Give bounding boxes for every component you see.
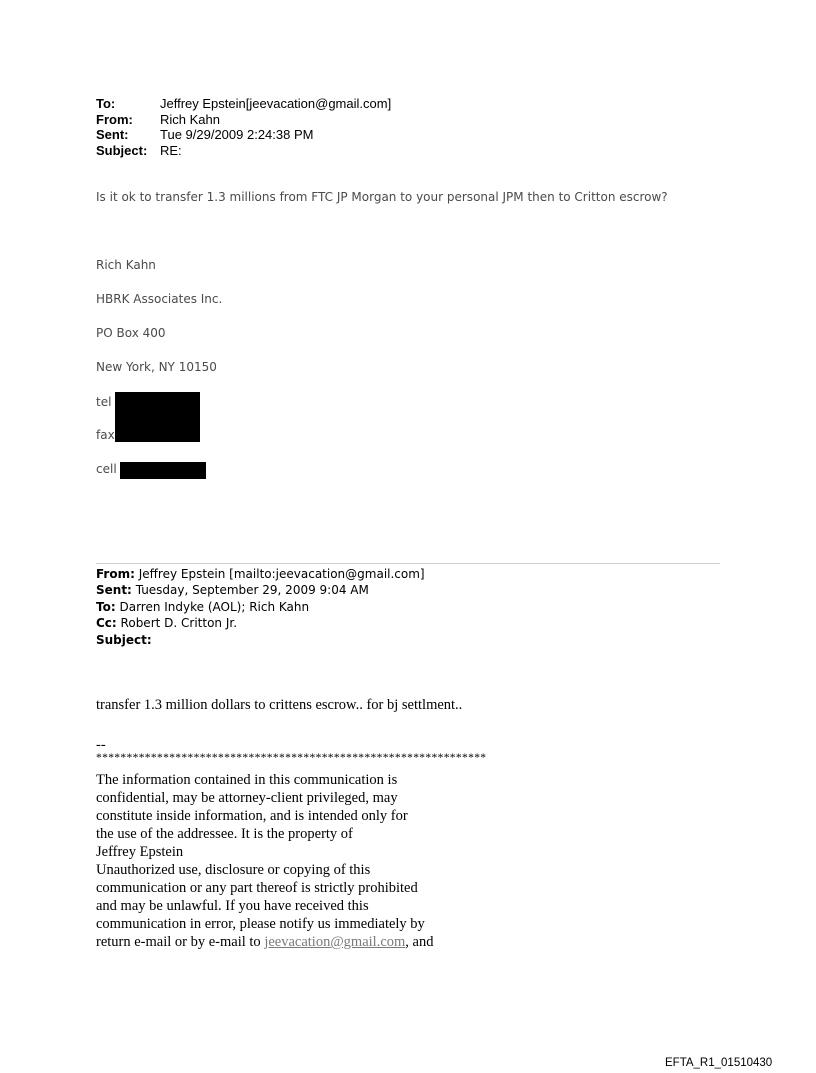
header-subject-row	[96, 143, 391, 159]
original-message-body: transfer 1.3 million dollars to crittens escrow.. for bj settlment..	[96, 697, 463, 713]
disclaimer	[96, 771, 516, 951]
signature-name: Rich Kahn	[96, 258, 156, 272]
from-value: Rich Kahn	[160, 111, 220, 127]
disclaimer-line-last	[96, 933, 516, 951]
header-to-row	[96, 96, 391, 112]
header-from-row	[96, 112, 391, 128]
subject-value: RE:	[160, 142, 182, 158]
disclaimer-line: The information contained in this communication is	[96, 772, 398, 788]
from-label: From:	[96, 111, 133, 127]
signature-tel-label: tel	[96, 395, 112, 409]
fwd-cc-label: Cc:	[96, 616, 117, 631]
email-link[interactable]: jeevacation@gmail.com	[264, 934, 406, 950]
disclaimer-line: Unauthorized use, disclosure or copying of this	[96, 862, 371, 878]
fwd-subject-row	[96, 632, 425, 648]
asterisk-rule: ****************************************************************	[96, 752, 487, 764]
disclaimer-line: the use of the addressee. It is the property of	[96, 826, 353, 842]
fwd-from-value: Jeffrey Epstein [mailto:jeevacation@gmail.com]	[138, 567, 425, 581]
fwd-to-value: Darren Indyke (AOL); Rich Kahn	[119, 599, 310, 614]
redaction-block-cell	[120, 462, 206, 479]
fwd-sent-row	[96, 582, 425, 598]
signature-company: HBRK Associates Inc.	[96, 292, 223, 306]
signature-fax-label: fax	[96, 428, 115, 442]
fwd-cc-row	[96, 615, 425, 631]
forwarded-header	[96, 566, 425, 648]
redaction-block-tel-fax	[115, 392, 200, 442]
document-id: EFTA_R1_01510430	[665, 1057, 773, 1069]
fwd-sent-label: Sent:	[96, 583, 132, 598]
disclaimer-prefix: return e-mail or by e-mail to	[96, 934, 265, 950]
signature-separator: --	[96, 737, 106, 753]
signature-po-box: PO Box 400	[96, 326, 166, 340]
divider	[96, 563, 720, 564]
disclaimer-line: Jeffrey Epstein	[96, 844, 184, 860]
reply-body: Is it ok to transfer 1.3 millions from FTC JP Morgan to your personal JPM then to Critton escrow?	[96, 190, 668, 204]
signature-city: New York, NY 10150	[96, 360, 217, 374]
disclaimer-line: communication or any part thereof is strictly prohibited	[96, 880, 418, 896]
to-label: To:	[96, 96, 116, 111]
signature-cell-label: cell	[96, 462, 117, 476]
disclaimer-line: communication in error, please notify us immediately by	[96, 916, 425, 932]
fwd-subject-label: Subject:	[96, 632, 152, 647]
fwd-cc-value: Robert D. Critton Jr.	[120, 616, 238, 631]
disclaimer-suffix: , and	[405, 934, 434, 950]
fwd-from-label: From:	[96, 567, 135, 581]
fwd-to-label: To:	[96, 599, 116, 614]
fwd-to-row	[96, 599, 425, 615]
subject-label: Subject:	[96, 142, 148, 158]
to-value: Jeffrey Epstein[jeevacation@gmail.com]	[160, 96, 392, 111]
fwd-sent-value: Tuesday, September 29, 2009 9:04 AM	[135, 583, 369, 598]
disclaimer-line: confidential, may be attorney-client privileged, may	[96, 790, 398, 806]
sent-label: Sent:	[96, 127, 129, 142]
sent-value: Tue 9/29/2009 2:24:38 PM	[160, 127, 314, 142]
email-header	[96, 96, 391, 158]
fwd-from-row	[96, 566, 425, 582]
disclaimer-line: and may be unlawful. If you have received this	[96, 898, 369, 914]
disclaimer-line: constitute inside information, and is intended only for	[96, 808, 408, 824]
header-sent-row	[96, 127, 391, 143]
